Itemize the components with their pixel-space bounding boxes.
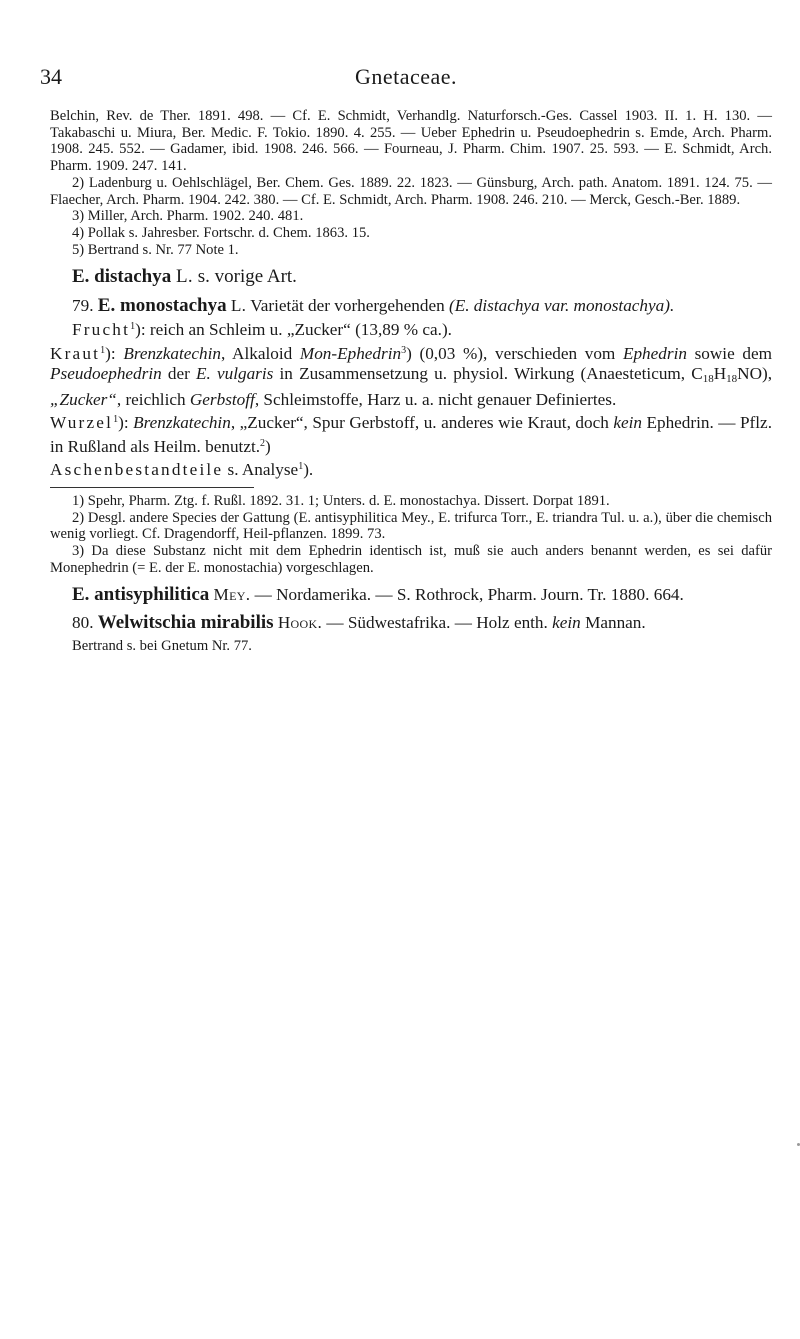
entry-author: Hook. [277, 613, 323, 633]
footnote-2: 2) Desgl. andere Species der Gattung (E. antisyphilitica Mey., E. trifurca Torr., E. triandra Tul. u. a.), über die chemisch wenig vorliegt. Cf. Dragendorff, Heil-pflanzen. 1899. 73. [50, 509, 772, 543]
kraut-label: Kraut [50, 343, 101, 363]
species-author: L. [176, 266, 193, 288]
entry-number: 80. [72, 613, 94, 633]
asche-label: Aschenbestandteile [50, 460, 224, 480]
page-header [40, 64, 772, 90]
entry-desc: Varietät der vorhergehenden [250, 296, 445, 316]
reference-paragraph: 5) Bertrand s. Nr. 77 Note 1. [72, 241, 239, 258]
entry-79-body: Frucht$^1$): reich an Schleim u. „Zucker“ (13,89 % ca.). Kraut$^1$): Brenzkatechin, Alkaloid Mon-Ephedrin$^3$) (0,03 %), verschieden vom Ephedrin sowie dem Pseudoephedrin der E. vulgaris in Zusammensetzung u. physiol. Wirkung (Anaesteticum, $C_{18}H_{18}NO$), „Zucker“, reichlich Gerbstoff, Schleimstoffe, Harz u. a. nicht genauer Definiertes. Wurzel$^1$): Brenzkatechin, „Zucker“, Spur Gerbstoff, u. anderes wie Kraut, doch kein Ephedrin. — Pflz. in Rußland als Heilm. benutzt.$^2$) Aschenbestandteile s. Analyse$^1$). [50, 319, 773, 480]
antisyphilitica-paragraph: E. antisyphilitica Mey. — Nordamerika. — S. Rothrock, Pharm. Journ. Tr. 1880. 664. [72, 583, 684, 605]
entry-80-paragraph: 80. Welwitschia mirabilis Hook. — Südwestafrika. — Holz enth. kein Mannan. [72, 612, 646, 634]
species-heading-distachya [50, 266, 772, 288]
page-body [50, 108, 772, 654]
entry-number: 79. [72, 296, 94, 316]
species-author: Mey. [213, 584, 251, 604]
species-note: s. vorige Art. [197, 266, 297, 288]
reference-paragraph: 4) Pollak s. Jahresber. Fortschr. d. Chem. 1863. 15. [72, 224, 370, 241]
reference-paragraph: 2) Ladenburg u. Oehlschlägel, Ber. Chem. Ges. 1889. 22. 1823. — Günsburg, Arch. path. Anatom. 1891. 124. 75. — Flaecher, Arch. Pharm. 1904. 242. 380. — Cf. E. Schmidt, Arch. Pharm. 1908. 246. 210. — Merck, Gesch.-Ber. 1889. [50, 174, 772, 208]
page-number: 34 [40, 64, 62, 89]
wurzel-label: Wurzel [50, 413, 114, 433]
entry-title: E. monostachya [97, 295, 227, 317]
footnote-3: 3) Da diese Substanz nicht mit dem Ephedrin identisch ist, muß sie auch anders benannt werden, es sei dafür Monephedrin (= E. der E. monostachia) vorgeschlagen. [50, 543, 772, 576]
frucht-label: Frucht [72, 319, 131, 339]
entry-80-reference: Bertrand s. bei Gnetum Nr. 77. [72, 637, 252, 654]
reference-paragraph: Belchin, Rev. de Ther. 1891. 498. — Cf. E. Schmidt, Verhandlg. Naturforsch.-Ges. Cassel 1903. II. 1. H. 130. — Takabaschi u. Miura, Ber. Medic. F. Tokio. 1890. 4. 255. — Ueber Ephedrin u. Pseudoephedrin s. Emde, Arch. Pharm. 1908. 245. 552. — Gadamer, ibid. 1908. 246. 566. — Fourneau, J. Pharm. Chim. 1907. 25. 593. — E. Schmidt, Arch. Pharm. 1909. 247. 141. [50, 108, 772, 175]
footnote-divider [50, 487, 254, 488]
species-name: E. distachya [72, 266, 172, 288]
entry-79-paragraph [50, 296, 772, 317]
entry-desc-paren: (E. distachya var. monostachya). [448, 296, 675, 316]
entry-title: Welwitschia mirabilis [97, 612, 274, 634]
entry-author: L. [230, 296, 247, 316]
running-title: Gnetaceae. [354, 64, 458, 89]
footnote-1: 1) Spehr, Pharm. Ztg. f. Rußl. 1892. 31. 1; Unters. d. E. monostachya. Dissert. Dorpat 1891. [72, 493, 610, 510]
species-name: E. antisyphilitica [72, 583, 210, 605]
reference-paragraph: 3) Miller, Arch. Pharm. 1902. 240. 481. [72, 208, 304, 225]
